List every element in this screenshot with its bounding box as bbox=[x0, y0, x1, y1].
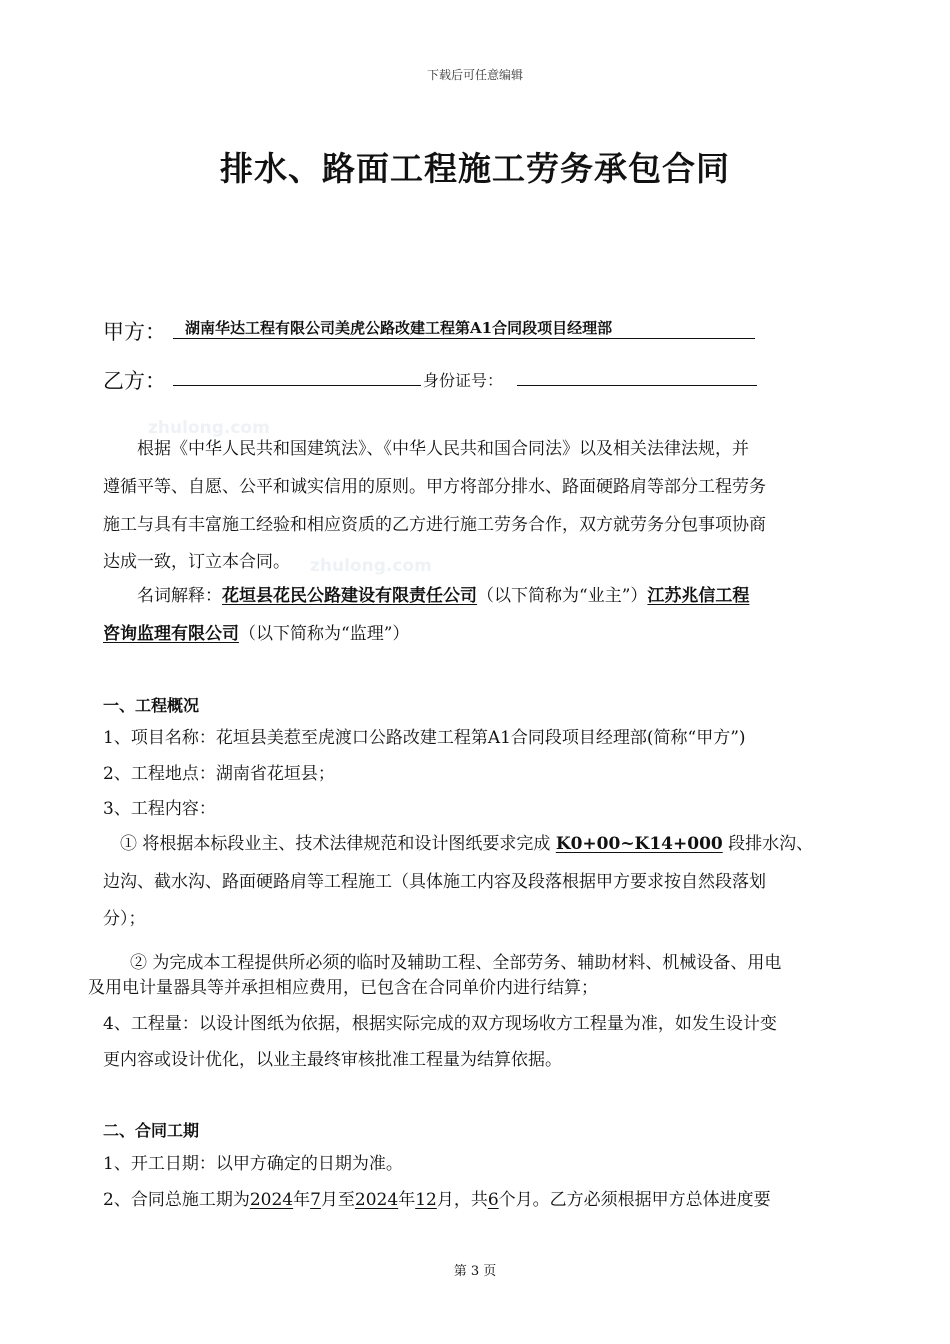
year-char: 年 bbox=[293, 1190, 311, 1210]
section-1-sub-1-line-2: 边沟、截水沟、路面硬路肩等工程施工（具体施工内容及段落根据甲方要求按自然段落划 bbox=[103, 872, 766, 892]
supervisor-name-part1: 江苏兆信工程 bbox=[647, 586, 750, 606]
period-text: 2、合同总施工期为 bbox=[103, 1190, 250, 1210]
section-1-item-2: 2、工程地点：湖南省花垣县； bbox=[103, 764, 335, 784]
party-a-value: 湖南华达工程有限公司美虎公路改建工程第A1合同段项目经理部 bbox=[173, 318, 755, 339]
month-total-text: 月，共 bbox=[436, 1190, 488, 1210]
section-1-sub-1-line-1 bbox=[120, 834, 813, 854]
year-char: 年 bbox=[398, 1190, 416, 1210]
end-month: 12 bbox=[415, 1190, 437, 1210]
intro-line-2: 遵循平等、自愿、公平和诚实信用的原则。甲方将部分排水、路面硬路肩等部分工程劳务 bbox=[103, 477, 766, 497]
document-title: 排水、路面工程施工劳务承包合同 bbox=[220, 149, 730, 188]
section-1-item-1: 1、项目名称：花垣县美惹至虎渡口公路改建工程第A1合同段项目经理部(简称“甲方”) bbox=[103, 728, 746, 748]
intro-line-3: 施工与具有丰富施工经验和相应资质的乙方进行施工劳务合作，双方就劳务分包事项协商 bbox=[103, 515, 766, 535]
supervisor-name-part2: 咨询监理有限公司 bbox=[103, 624, 239, 644]
stake-range: K0+00~K14+000 bbox=[555, 834, 723, 854]
watermark: zhulong.com bbox=[148, 418, 270, 438]
page-number: 第 3 页 bbox=[453, 1264, 497, 1279]
section-2-item-1: 1、开工日期：以甲方确定的日期为准。 bbox=[103, 1154, 403, 1174]
intro-line-1: 根据《中华人民共和国建筑法》、《中华人民共和国合同法》以及相关法律法规，并 bbox=[137, 439, 749, 459]
sub-1-text: ① 将根据本标段业主、技术法律规范和设计图纸要求完成 bbox=[120, 834, 551, 854]
party-a-label: 甲方： bbox=[103, 320, 166, 344]
start-month: 7 bbox=[310, 1190, 321, 1210]
section-2-heading: 二、合同工期 bbox=[103, 1121, 200, 1140]
id-number-label: 身份证号： bbox=[423, 371, 504, 390]
sub-1-text-end: 段排水沟、 bbox=[728, 834, 814, 854]
terms-line-1 bbox=[137, 586, 749, 606]
section-1-sub-2-line-2: 及用电计量器具等并承担相应费用，已包含在合同单价内进行结算； bbox=[88, 978, 598, 998]
period-text-end: 个月。乙方必须根据甲方总体进度要 bbox=[498, 1190, 771, 1210]
intro-line-4: 达成一致，订立本合同。 bbox=[103, 552, 290, 572]
section-1-item-4-line-1: 4、工程量：以设计图纸为依据，根据实际完成的双方现场收方工程量为准，如发生设计变 bbox=[103, 1014, 777, 1034]
start-year: 2024 bbox=[249, 1190, 294, 1210]
watermark: zhulong.com bbox=[310, 556, 432, 576]
terms-line-2 bbox=[103, 624, 409, 644]
owner-note: （以下简称为“业主”） bbox=[477, 586, 648, 606]
terms-label: 名词解释： bbox=[137, 586, 222, 606]
owner-name: 花垣县花民公路建设有限责任公司 bbox=[222, 586, 477, 606]
party-b-label: 乙方： bbox=[103, 369, 166, 393]
supervisor-note: （以下简称为“监理”） bbox=[239, 624, 410, 644]
section-1-heading: 一、工程概况 bbox=[103, 696, 200, 715]
duration-months: 6 bbox=[487, 1190, 499, 1210]
month-to-text: 月至 bbox=[320, 1190, 355, 1210]
section-1-sub-2-line-1: ② 为完成本工程提供所必须的临时及辅助工程、全部劳务、辅助材料、机械设备、用电 bbox=[130, 953, 782, 973]
section-1-item-3: 3、工程内容： bbox=[103, 799, 216, 819]
party-b-blank bbox=[173, 385, 421, 386]
section-1-item-4-line-2: 更内容或设计优化，以业主最终审核批准工程量为结算依据。 bbox=[103, 1050, 562, 1070]
page-header-note: 下载后可任意编辑 bbox=[426, 68, 523, 82]
section-2-item-2 bbox=[103, 1190, 771, 1210]
end-year: 2024 bbox=[354, 1190, 399, 1210]
section-1-sub-1-line-3: 分）； bbox=[103, 909, 146, 929]
id-number-blank bbox=[517, 385, 757, 386]
